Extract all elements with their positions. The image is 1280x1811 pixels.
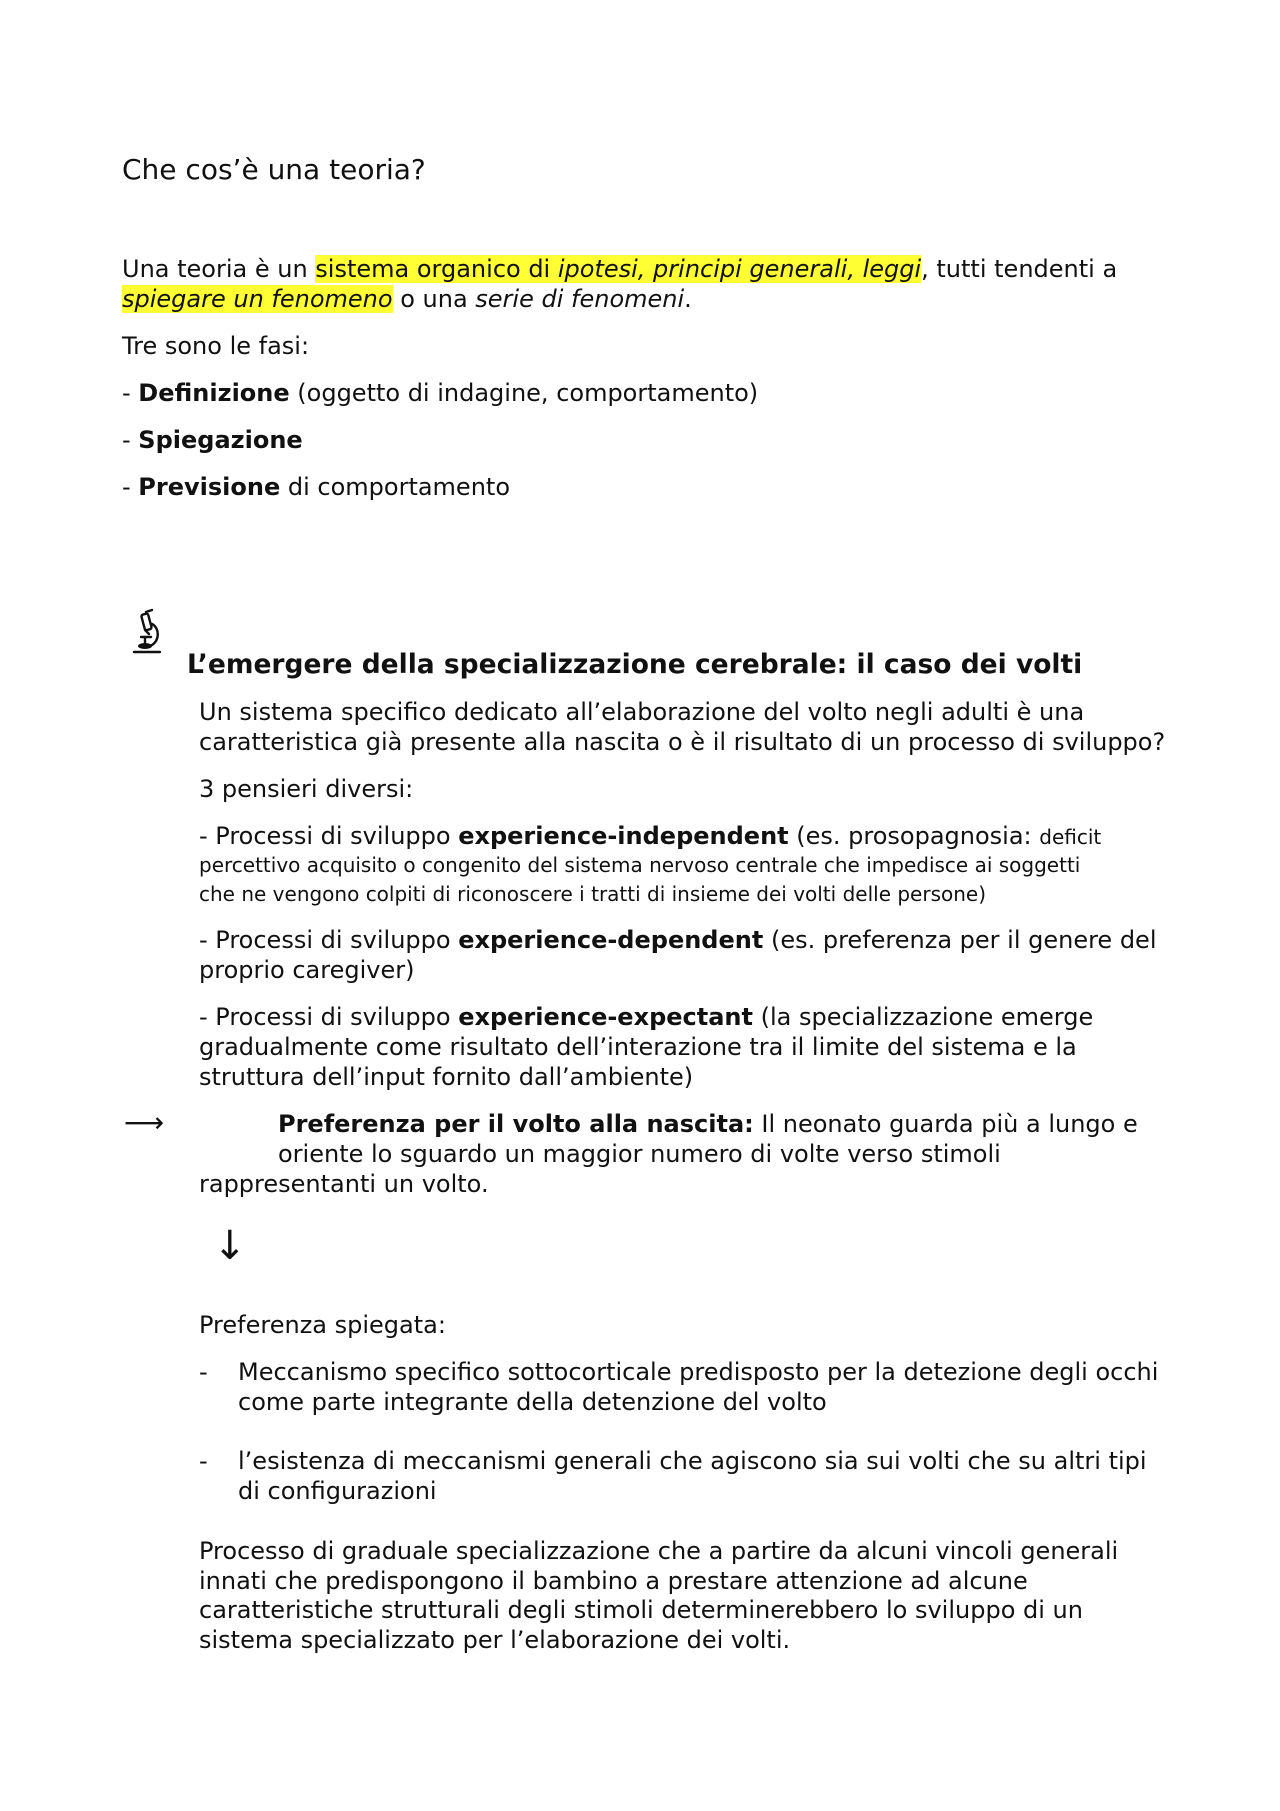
highlight-2: spiegare un fenomeno	[122, 285, 393, 313]
intro-text: o una	[392, 285, 476, 313]
conclusion-line: Processo di graduale specializzazione che a partire da alcuni vincoli generali	[199, 1537, 1119, 1565]
phase-desc: di comportamento	[280, 473, 511, 501]
phase-dash: -	[122, 473, 139, 501]
question-line: caratteristica già presente alla nascita o è il risultato di un processo di sviluppo?	[199, 728, 1166, 756]
preference-term: Preferenza per il volto alla nascita:	[278, 1110, 754, 1138]
intro-text: , tutti tendenti a	[921, 255, 1118, 283]
intro-line-2	[122, 284, 692, 314]
bullet-dash: -	[199, 1358, 208, 1386]
thoughts-intro: 3 pensieri diversi:	[199, 775, 414, 803]
conclusion-line: caratteristiche strutturali degli stimoli determinerebbero lo sviluppo di un	[199, 1596, 1083, 1624]
preference-text: Il neonato guarda più a lungo e	[753, 1110, 1138, 1138]
process-text: (es. prosopagnosia:	[788, 822, 1040, 850]
process-2	[199, 925, 1157, 955]
phase-item	[122, 472, 510, 502]
phase-term: Definizione	[138, 379, 290, 407]
bullet-dash: -	[199, 1447, 208, 1475]
highlight-text: sistema organico di	[315, 255, 558, 283]
phase-dash: -	[122, 379, 139, 407]
process-1-line: che ne vengono colpiti di riconoscere i tratti di insieme dei volti delle persone)	[199, 882, 987, 906]
bullet-line: di configurazioni	[238, 1477, 437, 1505]
process-1-line: percettivo acquisito o congenito del sistema nervoso centrale che impedisce ai soggetti	[199, 853, 1081, 877]
process-3-line: gradualmente come risultato dell’interazione tra il limite del sistema e la	[199, 1033, 1077, 1061]
question-line: Un sistema specifico dedicato all’elaborazione del volto negli adulti è una	[199, 698, 1085, 726]
process-small-text: deficit	[1039, 825, 1102, 849]
phase-item	[122, 378, 758, 408]
process-term: experience-expectant	[458, 1003, 753, 1031]
phases-intro: Tre sono le fasi:	[122, 332, 310, 360]
conclusion-line: sistema specializzato per l’elaborazione dei volti.	[199, 1626, 791, 1654]
page-title: Che cos’è una teoria?	[122, 153, 426, 186]
highlight-1	[315, 255, 921, 283]
conclusion-line: innati che predispongono il bambino a prestare attenzione ad alcune	[199, 1567, 1028, 1595]
bullet-line: Meccanismo specifico sottocorticale predisposto per la detezione degli occhi	[238, 1358, 1159, 1386]
phase-item	[122, 425, 303, 455]
process-2-line: proprio caregiver)	[199, 956, 415, 984]
microscope-icon	[130, 608, 164, 656]
process-3	[199, 1002, 1093, 1032]
process-text: (la specializzazione emerge	[752, 1003, 1094, 1031]
phase-term: Previsione	[138, 473, 281, 501]
phase-desc: (oggetto di indagine, comportamento)	[289, 379, 759, 407]
phase-dash: -	[122, 426, 139, 454]
intro-text: .	[684, 285, 692, 313]
process-term: experience-independent	[458, 822, 789, 850]
process-text: - Processi di sviluppo	[199, 822, 459, 850]
preference-line: oriente lo sguardo un maggior numero di volte verso stimoli	[278, 1140, 1001, 1168]
intro-italic: serie di fenomeni	[475, 285, 685, 313]
bullet-line: come parte integrante della detenzione del volto	[238, 1388, 827, 1416]
explained-intro: Preferenza spiegata:	[199, 1311, 446, 1339]
arrow-down-icon: ↓	[213, 1223, 247, 1269]
process-term: experience-dependent	[458, 926, 764, 954]
process-text: (es. preferenza per il genere del	[763, 926, 1157, 954]
arrow-right-icon: ⟶	[124, 1106, 165, 1139]
preference-line: rappresentanti un volto.	[199, 1170, 489, 1198]
section-heading: L’emergere della specializzazione cerebrale: il caso dei volti	[187, 649, 1083, 680]
intro-text: Una teoria è un	[122, 255, 316, 283]
preference-line	[278, 1109, 1138, 1139]
highlight-italic: ipotesi, principi generali, leggi	[557, 255, 922, 283]
process-text: - Processi di sviluppo	[199, 1003, 459, 1031]
process-1	[199, 821, 1101, 852]
process-text: - Processi di sviluppo	[199, 926, 459, 954]
phase-term: Spiegazione	[138, 426, 303, 454]
bullet-line: l’esistenza di meccanismi generali che agiscono sia sui volti che su altri tipi	[238, 1447, 1147, 1475]
intro-line-1	[122, 254, 1117, 284]
process-3-line: struttura dell’input fornito dall’ambiente)	[199, 1063, 694, 1091]
